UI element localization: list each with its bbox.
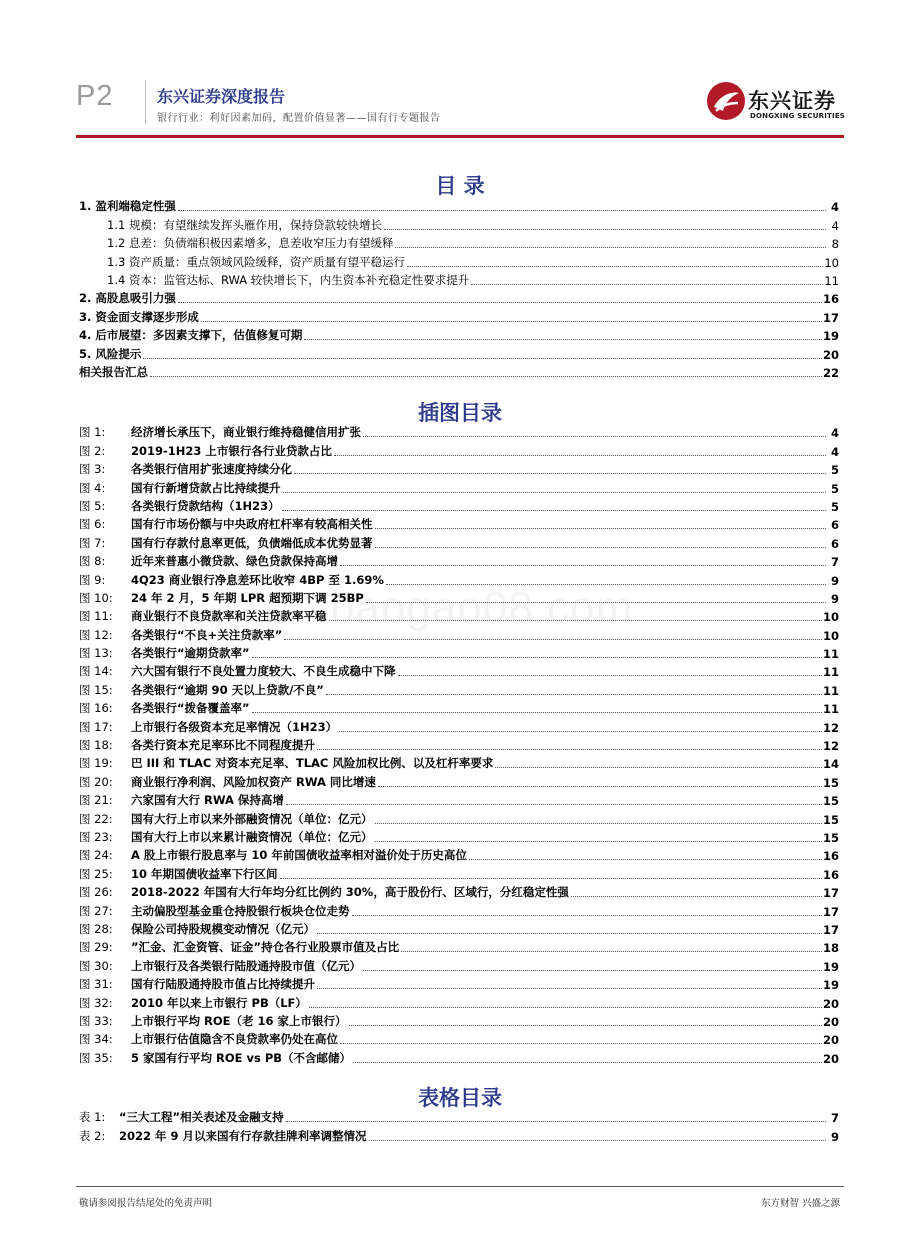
figure-entry-label — [79, 424, 362, 440]
figure-entry-page: 7 — [830, 555, 839, 570]
figure-entry-caption: 国有行市场份额与中央政府杠杆率有较高相关性 — [131, 517, 373, 532]
figure-entry-caption: 2018-2022 年国有大行年均分红比例约 30%，高于股份行、区域行，分红稳定性强 — [131, 885, 569, 900]
figure-entry-caption: 国有行新增贷款占比持续提升 — [131, 480, 281, 495]
dot-leader — [340, 564, 826, 566]
figure-entry-number: 图 32: — [79, 995, 113, 1010]
figure-entry[interactable] — [79, 643, 839, 661]
figure-entry[interactable] — [79, 496, 839, 514]
footer-slogan: 东方财智 兴盛之源 — [760, 1198, 840, 1209]
figure-entry-page: 17 — [822, 922, 839, 937]
toc-entry[interactable] — [79, 288, 839, 306]
figure-entry-number: 图 35: — [79, 1050, 113, 1065]
figure-entry[interactable] — [79, 771, 839, 789]
dot-leader — [495, 766, 822, 768]
figure-entry-number: 图 28: — [79, 921, 113, 936]
figure-entry[interactable] — [79, 900, 839, 918]
figure-entry-page: 10 — [822, 610, 839, 625]
figure-entry-page: 11 — [822, 683, 839, 698]
figure-entry-page: 4 — [830, 426, 839, 441]
toc-title: 目 录 — [435, 174, 485, 198]
toc-entry-label: 3. 资金面支撑逐步形成 — [79, 309, 199, 324]
figure-entry-number: 图 14: — [79, 664, 113, 679]
figure-entry-number: 图 1: — [79, 425, 106, 440]
dot-leader — [571, 895, 822, 897]
footer-disclaimer: 敬请参阅报告结尾处的免责声明 — [79, 1198, 213, 1209]
figure-entry-page: 16 — [822, 867, 839, 882]
tables-title: 表格目录 — [418, 1086, 502, 1110]
figure-entry-page: 4 — [830, 444, 839, 459]
toc-entry[interactable] — [79, 343, 839, 361]
figure-entry-label — [79, 774, 377, 790]
figure-entry-page: 18 — [822, 941, 839, 956]
figure-entry[interactable] — [79, 1011, 839, 1029]
toc-entry-label: 1.1 规模：有望继续发挥头雁作用，保持贷款较快增长 — [107, 217, 382, 232]
figure-entry-page: 17 — [822, 904, 839, 919]
table-entry[interactable] — [79, 1107, 839, 1125]
figure-entry-caption: A 股上市银行股息率与 10 年前国债收益率相对溢价处于历史高位 — [131, 848, 467, 863]
table-entry-label — [79, 1109, 285, 1125]
figure-entry-label — [79, 700, 251, 716]
logo-emblem-icon — [706, 81, 746, 121]
figure-entry-label — [79, 792, 285, 808]
figure-entry[interactable] — [79, 532, 839, 550]
dot-leader — [283, 491, 827, 493]
figure-entry-number: 图 22: — [79, 811, 113, 826]
figure-entry-caption: 上市银行及各类银行陆股通持股市值（亿元） — [131, 958, 361, 973]
toc-entry[interactable] — [79, 270, 839, 288]
figure-entry[interactable] — [79, 919, 839, 937]
toc-entry-label: 1.2 息差：负债端积极因素增多，息差收窄压力有望缓释 — [107, 236, 394, 251]
figure-entry-caption: 上市银行各级资本充足率情况（1H23） — [131, 719, 338, 734]
figure-entry-page: 16 — [822, 849, 839, 864]
figure-entry-label — [79, 535, 374, 551]
figure-entry-caption: ”汇金、汇金资管、证金”持仓各行业股票市值及占比 — [131, 940, 400, 955]
figure-entry[interactable] — [79, 514, 839, 532]
figure-entry-number: 图 10: — [79, 590, 113, 605]
figure-entry[interactable] — [79, 937, 839, 955]
figure-entry-caption: 保险公司持股规模变动情况（亿元） — [131, 921, 315, 936]
figure-entry-caption: 国有行陆股通持股市值占比持续提升 — [131, 977, 315, 992]
dot-leader — [352, 914, 822, 916]
dot-leader — [378, 785, 822, 787]
table-entry-page: 9 — [830, 1129, 839, 1144]
figure-entry-label — [79, 1050, 352, 1066]
figure-entry-caption: 商业银行不良贷款率和关注贷款率平稳 — [131, 609, 327, 624]
dot-leader — [340, 1042, 822, 1044]
figure-entry-page: 6 — [830, 518, 839, 533]
figure-entry-number: 图 13: — [79, 646, 113, 661]
figure-entry-number: 图 20: — [79, 774, 113, 789]
figure-entry-label — [79, 847, 468, 863]
figure-entry[interactable] — [79, 863, 839, 881]
figure-entry-page: 12 — [822, 720, 839, 735]
figure-entry-page: 12 — [822, 739, 839, 754]
report-subtitle: 银行行业：利好因素加码，配置价值显著——国有行专题报告 — [157, 113, 441, 124]
figure-entry-page: 15 — [822, 794, 839, 809]
toc-entry-label: 4. 后市展望：多因素支撑下，估值修复可期 — [79, 328, 303, 343]
figure-entry-caption: 六大国有银行不良处置力度较大、不良生成稳中下降 — [131, 664, 396, 679]
dot-leader — [353, 1061, 822, 1063]
figure-entry[interactable] — [79, 716, 839, 734]
figure-entry[interactable] — [79, 440, 839, 458]
toc-entry-page: 4 — [830, 200, 839, 215]
figure-entry[interactable] — [79, 459, 839, 477]
toc-list — [79, 196, 839, 380]
table-entry[interactable] — [79, 1125, 839, 1143]
figure-entry-number: 图 7: — [79, 535, 106, 550]
dot-leader — [304, 338, 822, 340]
table-entry-number: 表 2: — [79, 1128, 106, 1143]
dot-leader — [375, 546, 827, 548]
figure-entry-page: 19 — [822, 978, 839, 993]
toc-entry[interactable] — [79, 251, 839, 269]
figure-entry-number: 图 2: — [79, 443, 106, 458]
figure-entry-page: 6 — [830, 536, 839, 551]
toc-entry-label: 相关报告汇总 — [79, 364, 148, 379]
figure-entry-caption: 24 年 2 月，5 年期 LPR 超预期下调 25BP — [131, 590, 364, 605]
dot-leader — [469, 858, 822, 860]
toc-entry[interactable] — [79, 233, 839, 251]
figure-entry-caption: 5 家国有行平均 ROE vs PB（不含邮储） — [131, 1050, 352, 1065]
figure-entry-page: 17 — [822, 886, 839, 901]
figure-entry-page: 11 — [822, 647, 839, 662]
figure-entry[interactable] — [79, 955, 839, 973]
figure-entry-caption: 各类银行“不良+关注贷款率” — [131, 627, 283, 642]
figure-entry-label — [79, 811, 374, 827]
dot-leader — [375, 840, 822, 842]
figure-entry[interactable] — [79, 845, 839, 863]
figure-entry[interactable] — [79, 735, 839, 753]
figure-entry-label — [79, 866, 279, 882]
figure-entry-label — [79, 682, 325, 698]
figure-entry-label — [79, 461, 293, 477]
figure-entry-caption: 巴 III 和 TLAC 对资本充足率、TLAC 风险加权比例、以及杠杆率要求 — [131, 756, 494, 771]
dot-leader — [280, 877, 822, 879]
toc-entry-page: 8 — [831, 237, 839, 252]
figure-entry-page: 11 — [822, 665, 839, 680]
figure-entry-number: 图 15: — [79, 682, 113, 697]
dot-leader — [286, 1120, 826, 1122]
logo-chinese-text: 东兴证券 — [748, 89, 836, 113]
figure-entry-page: 19 — [822, 959, 839, 974]
dot-leader — [369, 1139, 826, 1141]
figure-entry-number: 图 25: — [79, 866, 113, 881]
tables-list — [79, 1107, 839, 1144]
figure-entry[interactable] — [79, 661, 839, 679]
figure-entry-label — [79, 755, 494, 771]
figure-entry[interactable] — [79, 808, 839, 826]
report-title: 东兴证券深度报告 — [157, 87, 286, 106]
table-entry-caption: “三大工程”相关表述及金融支持 — [119, 1110, 284, 1125]
toc-entry-page: 16 — [822, 292, 839, 307]
figure-entry[interactable] — [79, 551, 839, 569]
figure-entry-label — [79, 829, 374, 845]
figure-entry[interactable] — [79, 992, 839, 1010]
figure-entry-page: 5 — [830, 481, 839, 496]
figure-entry-label — [79, 921, 316, 937]
header-divider — [145, 80, 146, 124]
figure-entry-number: 图 11: — [79, 609, 113, 624]
figure-entry-page: 14 — [822, 757, 839, 772]
dot-leader — [286, 803, 822, 805]
figure-entry-number: 图 6: — [79, 517, 106, 532]
figure-entry-page: 5 — [830, 463, 839, 478]
figure-entry-label — [79, 480, 282, 496]
toc-entry[interactable] — [79, 325, 839, 343]
toc-entry-label: 1. 盈利端稳定性强 — [79, 199, 176, 214]
figure-entry-page: 15 — [822, 812, 839, 827]
watermark: baogao08.com — [330, 583, 634, 632]
figures-title: 插图目录 — [418, 401, 502, 425]
figure-entry-caption: 各类银行“拨备覆盖率” — [131, 701, 250, 716]
toc-entry-label: 1.3 资产质量：重点领域风险缓释，资产质量有望平稳运行 — [107, 254, 405, 269]
figure-entry-caption: 10 年期国债收益率下行区间 — [131, 866, 278, 881]
dot-leader — [178, 209, 826, 211]
dot-leader — [471, 283, 823, 285]
figure-entry-page: 10 — [822, 628, 839, 643]
figures-list — [79, 422, 839, 1066]
dot-leader — [326, 693, 822, 695]
figure-entry-page: 20 — [822, 1014, 839, 1029]
figure-entry-caption: 六家国有大行 RWA 保持高增 — [131, 793, 284, 808]
toc-entry[interactable] — [79, 306, 839, 324]
figure-entry[interactable] — [79, 422, 839, 440]
toc-entry-page: 20 — [822, 347, 839, 362]
figure-entry-page: 9 — [830, 591, 839, 606]
figure-entry-number: 图 5: — [79, 498, 106, 513]
figure-entry-label — [79, 627, 283, 643]
dot-leader — [363, 435, 826, 437]
toc-entry-page: 19 — [822, 329, 839, 344]
figure-entry-label — [79, 516, 374, 532]
dot-leader — [317, 748, 822, 750]
dot-leader — [201, 320, 822, 322]
toc-entry-page: 11 — [824, 273, 839, 288]
figure-entry-caption: 商业银行净利润、风险加权资产 RWA 同比增速 — [131, 774, 376, 789]
figure-entry-number: 图 12: — [79, 627, 113, 642]
figure-entry[interactable] — [79, 827, 839, 845]
table-entry-number: 表 1: — [79, 1110, 106, 1125]
dot-leader — [395, 246, 826, 248]
dot-leader — [178, 301, 822, 303]
figure-entry-caption: 4Q23 商业银行净息差环比收窄 4BP 至 1.69% — [131, 572, 384, 587]
figure-entry-number: 图 24: — [79, 848, 113, 863]
dot-leader — [252, 711, 822, 713]
dot-leader — [398, 674, 822, 676]
table-entry-caption: 2022 年 9 月以来国有行存款挂牌利率调整情况 — [119, 1128, 367, 1143]
figure-entry-page: 20 — [822, 996, 839, 1011]
figure-entry-number: 图 33: — [79, 1013, 113, 1028]
dot-leader — [317, 932, 822, 934]
toc-entry[interactable] — [79, 196, 839, 214]
dot-leader — [407, 265, 823, 267]
figure-entry-label — [79, 737, 316, 753]
figure-entry-caption: 主动偏股型基金重仓持股银行板块仓位走势 — [131, 903, 350, 918]
figure-entry[interactable] — [79, 974, 839, 992]
toc-entry[interactable] — [79, 362, 839, 380]
dot-leader — [294, 472, 826, 474]
dot-leader — [252, 656, 822, 658]
figure-entry-page: 9 — [830, 573, 839, 588]
figure-entry-number: 图 18: — [79, 738, 113, 753]
figure-entry-number: 图 16: — [79, 701, 113, 716]
dot-leader — [401, 950, 822, 952]
figure-entry-number: 图 17: — [79, 719, 113, 734]
toc-entry-page: 4 — [831, 218, 839, 233]
figure-entry[interactable] — [79, 679, 839, 697]
figure-entry-caption: 经济增长承压下，商业银行维持稳健信用扩张 — [131, 425, 361, 440]
figure-entry-label — [79, 903, 351, 919]
figure-entry-caption: 各类行资本充足率环比不同程度提升 — [131, 738, 315, 753]
dot-leader — [339, 730, 822, 732]
figure-entry-caption: 上市银行平均 ROE（老 16 家上市银行） — [131, 1013, 347, 1028]
figure-entry-label — [79, 995, 308, 1011]
figure-entry-caption: 2010 年以来上市银行 PB（LF） — [131, 995, 307, 1010]
dot-leader — [309, 1006, 822, 1008]
figure-entry-caption: 国有大行上市以来外部融资情况（单位：亿元） — [131, 811, 373, 826]
figure-entry-number: 图 4: — [79, 480, 106, 495]
figure-entry-label — [79, 939, 400, 955]
figure-entry-number: 图 34: — [79, 1032, 113, 1047]
figure-entry-caption: 各类银行信用扩张速度持续分化 — [131, 462, 292, 477]
figure-entry[interactable] — [79, 753, 839, 771]
figure-entry-number: 图 27: — [79, 903, 113, 918]
figure-entry[interactable] — [79, 882, 839, 900]
table-entry-page: 7 — [830, 1111, 839, 1126]
company-logo — [706, 81, 846, 127]
figure-entry-caption: 2019-1H23 上市银行各行业贷款占比 — [131, 443, 332, 458]
figure-entry-label — [79, 1031, 339, 1047]
figure-entry[interactable] — [79, 477, 839, 495]
toc-entry[interactable] — [79, 214, 839, 232]
figure-entry-number: 图 3: — [79, 462, 106, 477]
toc-entry-page: 22 — [822, 365, 839, 380]
dot-leader — [375, 527, 827, 529]
toc-entry-page: 10 — [824, 255, 839, 270]
figure-entry-number: 图 8: — [79, 554, 106, 569]
figure-entry-label — [79, 1013, 348, 1029]
figure-entry-number: 图 19: — [79, 756, 113, 771]
toc-entry-label: 1.4 资本：监管达标、RWA 较快增长下，内生资本补充稳定性要求提升 — [107, 272, 470, 287]
dot-leader — [282, 509, 826, 511]
figure-entry-page: 15 — [822, 830, 839, 845]
toc-entry-label: 5. 风险提示 — [79, 346, 142, 361]
figure-entry-number: 图 9: — [79, 572, 106, 587]
figure-entry-caption: 国有行存款付息率更低，负债端低成本优势显著 — [131, 535, 373, 550]
dot-leader — [150, 375, 822, 377]
figure-entry-caption: 上市银行估值隐含不良贷款率仍处在高位 — [131, 1032, 338, 1047]
header-rule — [76, 135, 844, 138]
table-entry-label — [79, 1128, 368, 1144]
dot-leader — [375, 822, 822, 824]
figure-entry-label — [79, 498, 281, 514]
figure-entry-label — [79, 663, 397, 679]
logo-english-text: DONGXING SECURITIES — [750, 112, 846, 120]
figure-entry-page: 20 — [822, 1051, 839, 1066]
figure-entry[interactable] — [79, 698, 839, 716]
figure-entry-caption: 各类银行贷款结构（1H23） — [131, 498, 280, 513]
figure-entry-number: 图 31: — [79, 977, 113, 992]
figure-entry[interactable] — [79, 1029, 839, 1047]
figure-entry-number: 图 29: — [79, 940, 113, 955]
dot-leader — [363, 969, 822, 971]
figure-entry-label — [79, 590, 365, 606]
figure-entry-caption: 各类银行“逾期贷款率” — [131, 646, 250, 661]
figure-entry-page: 11 — [822, 702, 839, 717]
dot-leader — [334, 454, 826, 456]
figure-entry-number: 图 23: — [79, 829, 113, 844]
figure-entry-label — [79, 553, 339, 569]
figure-entry-number: 图 21: — [79, 793, 113, 808]
figure-entry-caption: 近年来普惠小微贷款、绿色贷款保持高增 — [131, 554, 338, 569]
figure-entry-caption: 国有大行上市以来累计融资情况（单位：亿元） — [131, 829, 373, 844]
dot-leader — [284, 638, 822, 640]
toc-entry-page: 17 — [822, 310, 839, 325]
figure-entry-caption: 各类银行“逾期 90 天以上贷款/不良” — [131, 682, 324, 697]
figure-entry-page: 15 — [822, 775, 839, 790]
figure-entry-label — [79, 608, 328, 624]
figure-entry[interactable] — [79, 1047, 839, 1065]
dot-leader — [384, 228, 826, 230]
figure-entry-label — [79, 443, 333, 459]
figure-entry-label — [79, 645, 251, 661]
figure-entry-page: 20 — [822, 1033, 839, 1048]
figure-entry-label — [79, 884, 570, 900]
toc-entry-label: 2. 高股息吸引力强 — [79, 291, 176, 306]
dot-leader — [317, 987, 822, 989]
figure-entry-label — [79, 976, 316, 992]
figure-entry-number: 图 26: — [79, 885, 113, 900]
dot-leader — [143, 357, 822, 359]
dot-leader — [349, 1024, 822, 1026]
footer-rule — [76, 1186, 844, 1187]
figure-entry[interactable] — [79, 790, 839, 808]
figure-entry-label — [79, 958, 362, 974]
figure-entry-number: 图 30: — [79, 958, 113, 973]
page-number: P2 — [76, 80, 114, 112]
figure-entry-label — [79, 719, 338, 735]
figure-entry-page: 5 — [830, 499, 839, 514]
